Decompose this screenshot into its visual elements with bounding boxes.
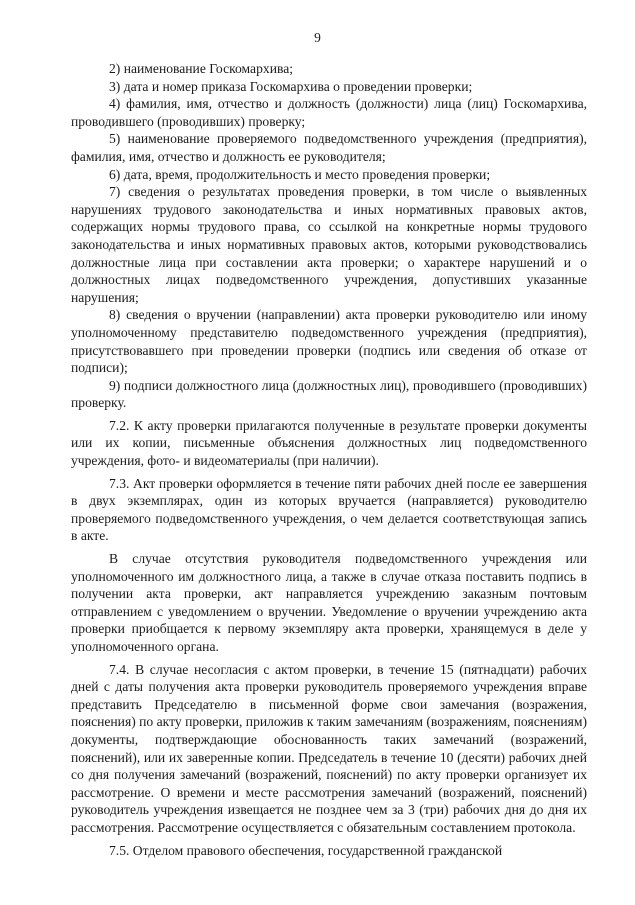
list-item-3: 3) дата и номер приказа Госкомархива о проведении проверки; xyxy=(109,78,473,94)
list-item-5: 5) наименование проверяемого подведомственного учреждения (предприятия), фамилия, имя, отчество и должность ее руководителя; xyxy=(71,131,587,164)
list-item-6: 6) дата, время, продолжительность и место проведения проверки; xyxy=(109,166,491,182)
list-item-9: 9) подписи должностного лица (должностных лиц), проводившего (проводивших) проверку. xyxy=(71,377,587,411)
list-item-4: 4) фамилия, имя, отчество и должность (должности) лица (лиц) Госкомархива, проводившего (проводивших) проверку; xyxy=(71,96,587,129)
page-number: 9 xyxy=(314,30,321,45)
document-body xyxy=(71,60,587,859)
list-item-7: 7) сведения о результатах проведения проверки, в том числе о выявленных нарушениях трудового законодательства и иных нормативных правовых актов, содержащих нормы трудового права, со ссылкой на конкретные нормы трудового законодательства и иных нормативных правовых актов, которыми руководствовались должностные лица при составлении акта проверки; о характере нарушений и о должностных лицах подведомственного учреждения, допустивших указанные нарушения; xyxy=(71,184,587,305)
clause-7-5: 7.5. Отделом правового обеспечения, государственной гражданской xyxy=(109,842,503,858)
clause-7-4: 7.4. В случае несогласия с актом проверки, в течение 15 (пятнадцати) рабочих дней с даты получения акта проверки руководитель проверяемого учреждения вправе представить Председателю в письменной форме свои замечания (возражения, пояснения) по акту проверки, приложив к таким замечаниям (возражениям, пояснениям) документы, подтверждающие обоснованность таких замечаний (возражений, пояснений), или их заверенные копии. Председатель в течение 10 (десяти) рабочих дней со дня получения замечаний (возражений, пояснений) по акту проверки организует их рассмотрение. О времени и месте рассмотрения замечаний (возражений, пояснений) руководитель учреждения извещается не позднее чем за 3 (три) рабочих дня до дня их рассмотрения. Рассмотрение осуществляется с обязательным составлением протокола. xyxy=(71,661,587,835)
clause-7-3-continuation: В случае отсутствия руководителя подведомственного учреждения или уполномоченного им должностного лица, а также в случае отказа поставить подпись в получении акта проверки, акт направляется учреждению заказным почтовым отправлением с уведомлением о вручении. Уведомление о вручении учреждению акта проверки приобщается к первому экземпляру акта проверки, хранящемуся в деле у уполномоченного органа. xyxy=(71,551,587,654)
clause-7-3: 7.3. Акт проверки оформляется в течение пяти рабочих дней после ее завершения в двух экземплярах, один из которых вручается (направляется) руководителю проверяемого подведомственного учреждения, о чем делается соответствующая запись в акте. xyxy=(71,475,587,544)
clause-7-2: 7.2. К акту проверки прилагаются полученные в результате проверки документы или их копии, письменные объяснения должностных лиц подведомственного учреждения, фото- и видеоматериалы (при наличии). xyxy=(71,417,587,469)
list-item-2: 2) наименование Госкомархива; xyxy=(109,61,294,76)
list-item-8: 8) сведения о вручении (направлении) акта проверки руководителю или иному уполномоченному представителю подведомственного учреждения (предприятия), присутствовавшего при проведении проверки (подпись или сведения об отказе от подписи); xyxy=(71,307,587,376)
